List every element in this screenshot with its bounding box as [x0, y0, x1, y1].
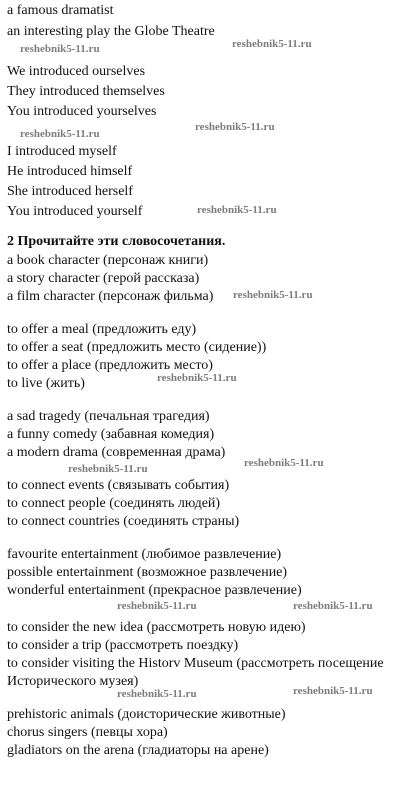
- watermark: reshebnik5-11.ru: [117, 600, 197, 612]
- watermark: reshebnik5-11.ru: [68, 463, 148, 475]
- text-line: to offer a seat (предложить место (сидение)): [7, 340, 267, 355]
- text-line: gladiators on the arena (гладиаторы на арене): [7, 743, 269, 758]
- text-line: She introduced herself: [7, 184, 133, 199]
- text-line: possible entertainment (возможное развлечение): [7, 565, 288, 580]
- watermark: reshebnik5-11.ru: [233, 289, 313, 301]
- text-line: a film character (персонаж фильма): [7, 289, 214, 304]
- text-line: wonderful entertainment (прекрасное развлечение): [7, 583, 302, 598]
- text-line: a sad tragedy (печальная трагедия): [7, 409, 210, 424]
- text-line: a book character (персонаж книги): [7, 253, 209, 268]
- text-line: to consider visiting the Historv Museum (рассмотреть посещение: [7, 656, 384, 671]
- watermark: reshebnik5-11.ru: [232, 38, 312, 50]
- watermark: reshebnik5-11.ru: [293, 600, 373, 612]
- watermark: reshebnik5-11.ru: [195, 121, 275, 133]
- text-line: Исторического музея): [7, 674, 139, 689]
- text-line: to offer a place (предложить место): [7, 358, 213, 373]
- text-line: to connect people (соединять людей): [7, 496, 221, 511]
- text-line: prehistoric animals (доисторические животные): [7, 707, 286, 722]
- text-line: They introduced themselves: [7, 84, 165, 99]
- text-line: to connect countries (соединять страны): [7, 514, 240, 529]
- text-line: a famous dramatist: [7, 3, 114, 18]
- watermark: reshebnik5-11.ru: [20, 128, 100, 140]
- watermark: reshebnik5-11.ru: [197, 204, 277, 216]
- text-line: a modern drama (современная драма): [7, 445, 226, 460]
- text-line: to offer a meal (предложить еду): [7, 322, 197, 337]
- text-line: a story character (герой рассказа): [7, 271, 200, 286]
- watermark: reshebnik5-11.ru: [20, 43, 100, 55]
- text-line: an interesting play the Globe Theatre: [7, 24, 215, 39]
- text-line: He introduced himself: [7, 164, 133, 179]
- text-line: to connect events (связывать события): [7, 478, 230, 493]
- text-line: to live (жить): [7, 376, 85, 391]
- watermark: reshebnik5-11.ru: [244, 457, 324, 469]
- watermark: reshebnik5-11.ru: [293, 685, 373, 697]
- text-line: You introduced yourselves: [7, 104, 157, 119]
- section-heading: 2 Прочитайте эти словосочетания.: [7, 234, 226, 249]
- text-line: to consider a trip (рассмотреть поездку): [7, 638, 239, 653]
- watermark: reshebnik5-11.ru: [117, 688, 197, 700]
- text-line: We introduced ourselves: [7, 64, 146, 79]
- text-line: to consider the new idea (рассмотреть новую идею): [7, 620, 306, 635]
- text-line: You introduced yourself: [7, 204, 143, 219]
- text-line: a funny comedy (забавная комедия): [7, 427, 215, 442]
- text-line: I introduced myself: [7, 144, 117, 159]
- text-line: chorus singers (певцы хора): [7, 725, 168, 740]
- text-line: favourite entertainment (любимое развлечение): [7, 547, 282, 562]
- watermark: reshebnik5-11.ru: [157, 372, 237, 384]
